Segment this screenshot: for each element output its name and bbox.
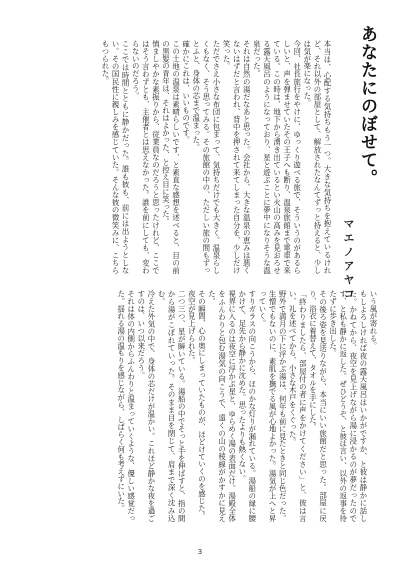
paragraph: もしよろしければ夜の露天風呂はいかがですか、と彼は静かに話した。かねてから、夜空を見上げながら湯に浸かるのが夢だったのです、と私も静かに返した。ぜひどうぞ、と彼は言い、以外の返事を待たずに歩き出した。 — [328, 290, 368, 522]
paragraph: 本当は、心配する気持ちもう一つ。大きな気持ちを抱えているけれど、それ以外の部屋として、解放されたなんてずっと持えると、少しは気が楽になった。 — [302, 40, 332, 274]
paragraph: 「終わりましたら、部屋付の者に声をかけてください」と、彼は言い、礼を述べてから、小さな木戸をくぐった。 — [288, 290, 308, 522]
paragraph: 慎ましやかな素振りから、従業員なのだろうと思ったけれど、ここではそう言わずとも、主催者とは思えなかった。誰を前にしても、変わらないのだろう。 — [131, 40, 161, 274]
paragraph: その後ろ姿を見送りながら、本当にいい旅館だと思った。部屋に戻り、浴衣に着替えて、タオルを手にした。 — [308, 290, 328, 522]
page-number: 3 — [197, 548, 203, 556]
paragraph: 確かにこれは、いいものです。 — [181, 40, 191, 144]
paragraph: いう風が寄れる。 — [369, 290, 378, 350]
paragraph: 今回、社長旅行をやけに、ゆっくり遊べる旅で、そういうのがあるらしいと、声を弾ませていたその王子へも断り、温泉旅館まで電車で来ている。この時は、地下から湧き出ているとい火山の高みを見おろせる露天風呂のようになっており、星と遊ぶことに夢中になりそうな温泉だった。 — [252, 40, 302, 274]
lower-text-block — [50, 290, 378, 522]
paragraph: この土地の温泉は素晴らしいです、と素直な感想を述べると、目の前の黒髪の青年は、それはよかった、と控え目に笑った。 — [161, 40, 181, 274]
story-title: あなたにのぼせて。 — [357, 25, 377, 187]
paragraph: 二つ三つ、星が瞬いている。湯船の中でそっと手を伸ばすと、指の間から湯がこぼれていった。そのまま目を閉じて、肩まで深く沈み込む。 — [157, 290, 187, 522]
paragraph: 冷えた外気の中で、身体の芯だけが温かい。これほど静かな夜を過ごすのは、いつ以来だろう。 — [136, 290, 156, 522]
paragraph: その瞬間、心の奥にしまっていたものが、ほどけていくのを感じた。 — [197, 290, 207, 520]
paragraph: 視界に入るのは夜空に浮かぶ星と、ゆらめく湯の表面だけ。湯殿全体をふんわりと包む湯気の向こうで、遠くの山の稜線がかすかに見えた。 — [207, 290, 237, 522]
paragraph: それは自然の湯だなあと思った。会社から、大きな温泉の恵みは悪くないはずだと言われ、背中を押されて来てしまった自分を、少しだけ笑った。 — [222, 40, 252, 274]
author-name: マエノアヤコ — [342, 218, 355, 302]
paragraph: 夜空が見上げられた。 — [187, 290, 197, 364]
paragraph: ただでさえ小さな布団に包まって、気持ちだけでも大きく。温泉らしくもなく、そう思ってみる。その旅館の中の、ただしい旅の間もずっとふと、身体の芯まで温まった。 — [191, 40, 221, 274]
paragraph: すりガラスの向こうから、ほのかな灯りが漏れている。湯船の縁に腰かけて、足先から静かに沈めた。思ったよりも熱くない。 — [237, 290, 257, 522]
paragraph: ここでは時間とともに静かだった。誰も彼も、前には出ようとしない。その国民性に親しみを感じていた。そんな彼の微笑みに、こちらもつられた。 — [100, 40, 131, 274]
upper-text-block — [50, 40, 332, 274]
paragraph: 野外で満月の下に浮かぶ湯は、何年も前に見たときと同じ色だった。生憎でもないのに、素肌を撫でる風が心地よかった。湯気が上へと昇っていく。 — [257, 290, 288, 522]
paragraph: それは体の内側からふんわりと温まっていくような、優しい感覚だった。揺れる湯の温もりを感じながら、しばらく何も考えずにいた。 — [116, 290, 136, 522]
